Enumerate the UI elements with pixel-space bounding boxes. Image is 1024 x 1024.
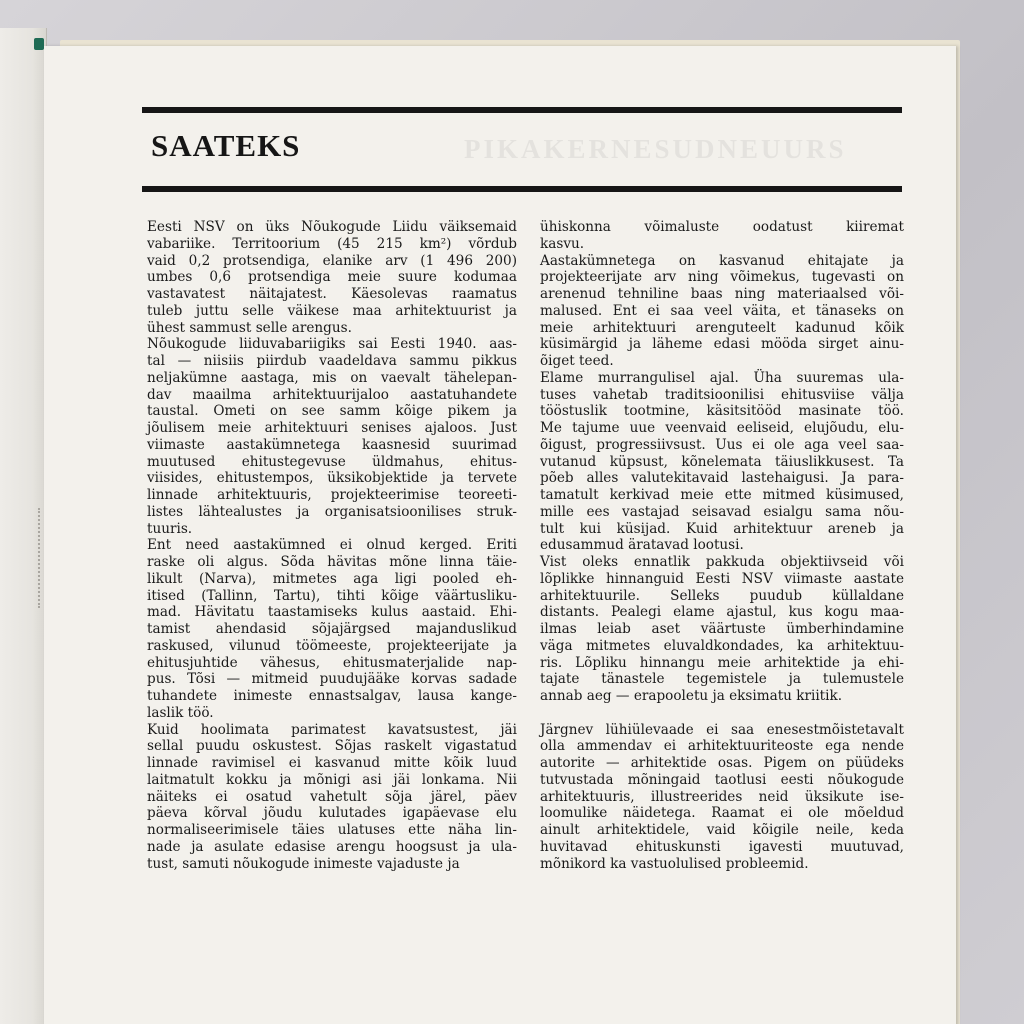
paragraph [540, 219, 904, 253]
text-line: laitmatult kokku ja mõnigi asi jäi lonkama. Nii [147, 771, 517, 788]
text-line: arhitektuuris, illustreerides neid üksikute ise- [540, 788, 904, 805]
text-line: pus. Tõsi — mitmeid puudujääke korvas sadade [147, 671, 517, 688]
text-line: näiteks ei osatud vahetult sõja järel, päev [147, 788, 517, 805]
text-line: loomulike näidetega. Raamat ei ole mõeldud [540, 805, 904, 822]
page-title: SAATEKS [151, 128, 301, 163]
text-line: taustal. Ometi on see samm kõige pikem ja [147, 403, 517, 420]
text-line: raske oli algus. Sõda hävitas mõne linna täie- [147, 554, 517, 570]
text-line: projekteerijate arv ning võimekus, tugevasti on [540, 269, 904, 286]
text-line: kasvu. [540, 235, 585, 252]
text-line: linnade arhitektuuris, projekteerimise teoreeti- [147, 487, 517, 503]
text-line: väga mitmetes eluvaldkondades, ka arhitektuu- [540, 637, 904, 654]
text-line: autorite — arhitektide osas. Pigem on püüdeks [540, 755, 904, 771]
paragraph [147, 722, 517, 873]
text-line: sellal puudu oskustest. Sõjas raskelt vigastatud [147, 738, 517, 755]
left-text-column [147, 219, 517, 872]
text-line: Eesti NSV on üks Nõukogude Liidu väiksemaid [147, 219, 517, 235]
text-line: tamist ahendasid sõjajärgsed majanduslikud [147, 621, 517, 637]
right-text-column [540, 219, 904, 872]
text-line: mille ees vastajad seisavad esialgu sama nõu- [540, 503, 904, 520]
text-line: küsimärgid ja läheme edasi mööda sirget ainu- [540, 336, 904, 353]
text-line: tuses vahetab traditsioonilisi ehitusviise välja [540, 386, 904, 403]
text-line: vastavatest näitajatest. Käesolevas raamatus [147, 286, 517, 302]
text-line: arenenud tehniline baas ning materiaalsed või- [540, 286, 904, 302]
text-line: ühest sammust selle arengus. [147, 319, 352, 336]
top-rule [142, 107, 902, 113]
text-line: ühiskonna võimaluste oodatust kiiremat [540, 219, 904, 235]
text-line: ilmas leiab aset väärtuste ümberhindamine [540, 621, 904, 637]
paragraph [540, 722, 904, 873]
paragraph [147, 537, 517, 721]
text-line: itised (Tallinn, Tartu), tihti kõige väärtusliku- [147, 587, 517, 604]
paragraph [540, 253, 904, 370]
text-line: Me tajume uue veenvaid eeliseid, elujõudu, elu- [540, 420, 904, 436]
text-line: ehitusjuhtide vähesus, ehitusmaterjalide nap- [147, 654, 517, 671]
text-line: nade ja asulate edasise arengu hoogsust ja ula- [147, 838, 517, 855]
text-line: Vist oleks ennatlik pakkuda objektiivseid või [540, 554, 904, 570]
text-line: põeb alles valutekitavaid lastehaigusi. Ja para- [540, 470, 904, 487]
text-line: Nõukogude liiduvabariigiks sai Eesti 1940. aas- [147, 336, 517, 353]
text-line: distants. Pealegi elame ajastul, kus kogu maa- [540, 604, 904, 621]
text-line: edusammud äratavad lootusi. [540, 537, 744, 554]
text-line: malused. Ent ei saa veel väita, et tänaseks on [540, 302, 904, 319]
text-line: muutused ehitustegevuse üldmahus, ehitus- [147, 453, 517, 470]
text-line: meie arhitektuuri arenguteelt kadunud kõik [540, 319, 904, 336]
text-line: tutvustada mõningaid taotlusi eesti nõukogude [540, 771, 904, 788]
text-line: tuuris. [147, 520, 193, 537]
text-line: Järgnev lühiülevaade ei saa enesestmõistetavalt [540, 721, 904, 738]
text-line: raskused, vilunud töömeeste, projekteerijate ja [147, 637, 517, 654]
text-line: laslik töö. [147, 704, 214, 721]
text-line: tööstuslik tootmine, käsitsitööd masinate töö. [540, 403, 904, 420]
text-line: likult (Narva), mitmetes aga ligi pooled eh- [147, 570, 517, 587]
book-page [44, 46, 956, 1024]
text-line: jõulisem meie arhitektuuri senises ajaloos. Just [147, 420, 517, 436]
text-line: Aastakümnetega on kasvanud ehitajate ja [540, 252, 904, 269]
text-line: vabariike. Territoorium (45 215 km²) võrdub [147, 235, 517, 252]
text-line: mad. Hävitatu taastamiseks kulus aastaid. Ehi- [147, 604, 517, 621]
text-line: umbes 0,6 protsendiga meie suure kodumaa [147, 269, 517, 286]
text-line: huvitavad ehituskunsti igavesti muutuvad, [540, 838, 904, 855]
text-line: tajate tänastele tegemistele ja tulemustele [540, 671, 904, 688]
text-line: viimaste aastakümnetega kaasnesid suurimad [147, 436, 517, 453]
text-line: tamatult kerkivad meie ette mitmed küsimused, [540, 487, 904, 503]
text-line: ainult arhitektidele, vaid kõigile neile, keda [540, 822, 904, 838]
text-line: linnade ravimisel ei kasvanud mitte kõik luud [147, 755, 517, 771]
bottom-rule [142, 186, 902, 192]
text-line: tuhandete inimeste ennastsalgav, lausa kange- [147, 688, 517, 704]
text-line: normaliseerimisele täies ulatuses ette näha lin- [147, 822, 517, 838]
paragraph [147, 219, 517, 336]
text-line: tuleb juttu selle väikese maa arhitektuurist ja [147, 302, 517, 319]
paragraph [147, 336, 517, 537]
text-line: õiget teed. [540, 353, 614, 369]
text-line: Kuid hoolimata parimatest kavatsustest, jäi [147, 721, 517, 738]
bookmark-ribbon [34, 38, 44, 50]
text-line: tult kui küsijad. Kuid arhitektuur areneb ja [540, 520, 904, 537]
text-line: olla ammendav ei arhitektuuriteoste ega nende [540, 738, 904, 755]
bleed-through-text: PIKAKERNESUDNEUURS [464, 134, 847, 164]
text-line: päeva kõrval jõudu kulutades igapäevase elu [147, 805, 517, 822]
text-line: Elame murrangulisel ajal. Üha suuremas ula- [540, 369, 904, 386]
text-line: annab aeg — erapooletu ja eksimatu kriitik. [540, 688, 843, 704]
paragraph [540, 554, 904, 705]
paragraph [540, 370, 904, 554]
book-page-edges [0, 28, 47, 1024]
text-line: mõnikord ka vastuolulised probleemid. [540, 855, 809, 872]
text-line: tal — niisiis piirdub vaadeldava sammu pikkus [147, 353, 517, 369]
text-line: neljakümne aastaga, mis on vaevalt tähelepan- [147, 369, 517, 386]
text-line: lõplikke hinnanguid Eesti NSV viimaste aastate [540, 570, 904, 587]
text-line: õigust, progressiivsust. Uus ei ole aga veel saa- [540, 436, 904, 453]
text-line: viisides, ehitustempos, üksikobjektide ja tervete [147, 470, 517, 487]
text-line: Ent need aastakümned ei olnud kerged. Eriti [147, 537, 517, 554]
text-line: arhitektuurile. Selleks puudub küllaldane [540, 587, 904, 604]
text-line: tust, samuti nõukogude inimeste vajaduste ja [147, 855, 460, 872]
text-line: dav maailma arhitektuurijaloo aastatuhandete [147, 386, 517, 403]
text-line: vutanud küpsust, kõnelemata täiuslikkusest. Ta [540, 453, 904, 470]
text-line: vaid 0,2 protsendiga, elanike arv (1 496 200) [147, 252, 517, 269]
text-line: listes lähtealustes ja organisatsioonilises struk- [147, 503, 517, 520]
text-line: ris. Lõpliku hinnangu meie arhitektide ja ehi- [540, 654, 904, 671]
